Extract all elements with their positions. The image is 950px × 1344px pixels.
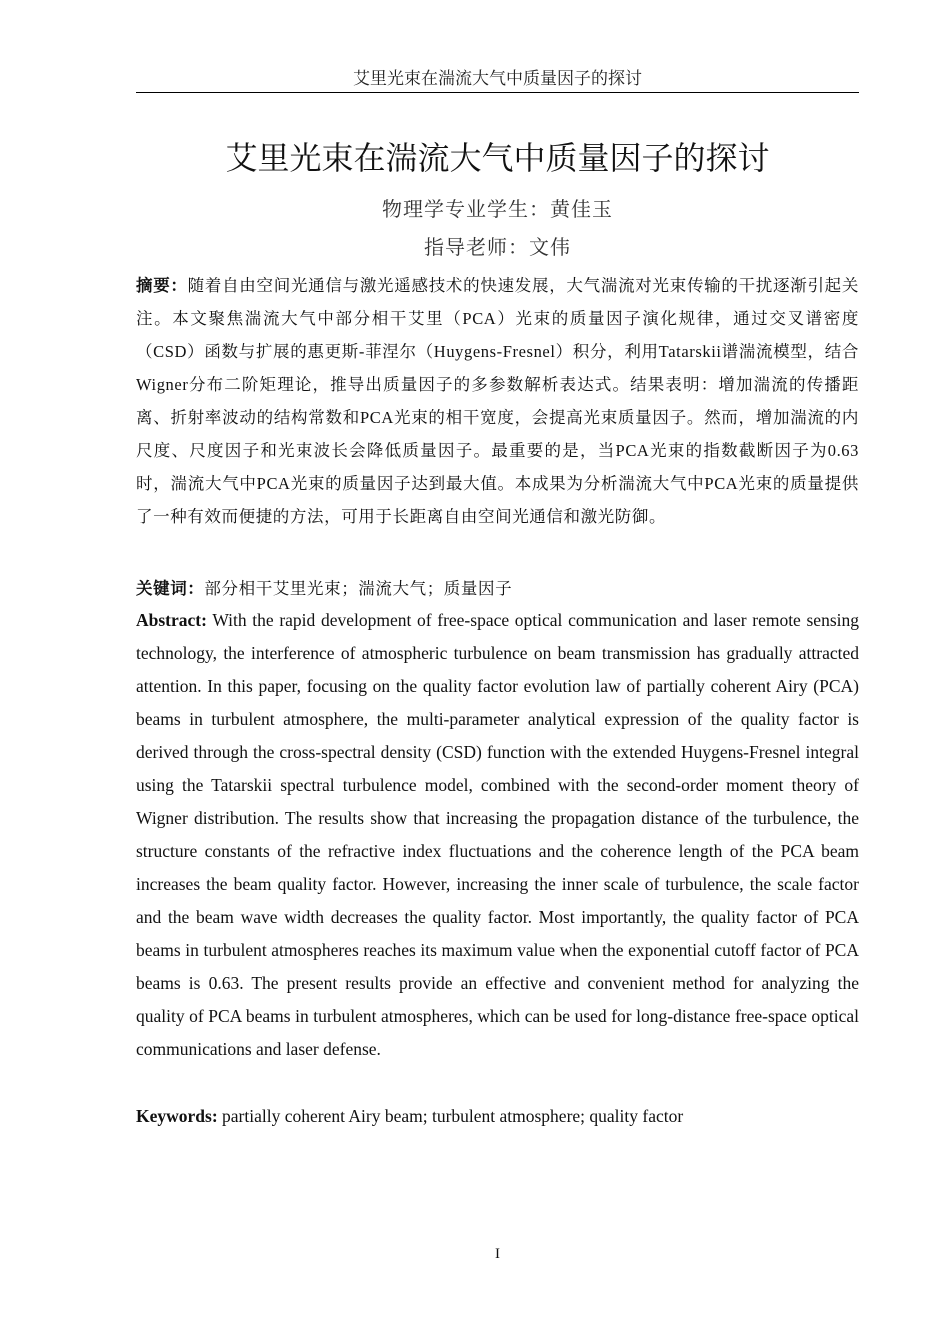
advisor-line: 指导老师：文伟 [424,237,571,259]
english-abstract-text: With the rapid development of free-space optical communication and laser remote sensing technology, the interference of atmospheric turbulence on beam transmission has gradually attracted attention. In this paper, focusing on the quality factor evolution law of partially coherent Airy (PCA) beams in turbulent atmosphere, the multi-parameter analytical expression of the quality factor is derived through the cross-spectral density (CSD) function with the extended Huygens-Fresnel integral using the Tatarskii spectral turbulence model, combined with the second-order moment theory of Wigner distribution. The results show that increasing the propagation distance of the turbulence, the structure constants of the refractive index fluctuations and the coherence length of the PCA beam increases the beam quality factor. However, increasing the inner scale of turbulence, the scale factor and the beam wave width decreases the quality factor. Most importantly, the quality factor of PCA beams in turbulent atmospheres reaches its maximum value when the exponential cutoff factor of PCA beams is 0.63. The present results provide an effective and convenient method for analyzing the quality of PCA beams in turbulent atmospheres, which can be used for long-distance free-space optical communications and laser defense. [136,610,859,1059]
chinese-keywords [136,572,859,605]
english-keywords-text: partially coherent Airy beam; turbulent atmosphere; quality factor [222,1106,684,1126]
header-divider [136,92,859,93]
paper-title: 艾里光束在湍流大气中质量因子的探讨 [225,139,770,177]
author-line: 物理学专业学生：黄佳玉 [382,199,613,221]
running-header: 艾里光束在湍流大气中质量因子的探讨 [353,69,642,88]
english-keywords-label: Keywords: [136,1106,218,1126]
chinese-abstract-text: 随着自由空间光通信与激光遥感技术的快速发展，大气湍流对光束传输的干扰逐渐引起关注。本文聚焦湍流大气中部分相干艾里（PCA）光束的质量因子演化规律，通过交叉谱密度（CSD）函数与扩展的惠更斯-菲涅尔（Huygens-Fresnel）积分，利用Tatarskii谱湍流模型，结合Wigner分布二阶矩理论，推导出质量因子的多参数解析表达式。结果表明：增加湍流的传播距离、折射率波动的结构常数和PCA光束的相干宽度，会提高光束质量因子。然而，增加湍流的内尺度、尺度因子和光束波长会降低质量因子。最重要的是，当PCA光束的指数截断因子为0.63时，湍流大气中PCA光束的质量因子达到最大值。本成果为分析湍流大气中PCA光束的质量提供了一种有效而便捷的方法，可用于长距离自由空间光通信和激光防御。 [136,276,859,526]
chinese-keywords-label: 关键词： [136,579,205,598]
english-keywords [136,1100,859,1133]
chinese-keywords-text: 部分相干艾里光束；湍流大气；质量因子 [204,579,513,598]
chinese-abstract-label: 摘要： [136,276,188,295]
chinese-abstract [136,269,859,533]
english-abstract [136,604,859,1066]
english-abstract-label: Abstract: [136,610,207,630]
page-number: I [495,1246,500,1262]
